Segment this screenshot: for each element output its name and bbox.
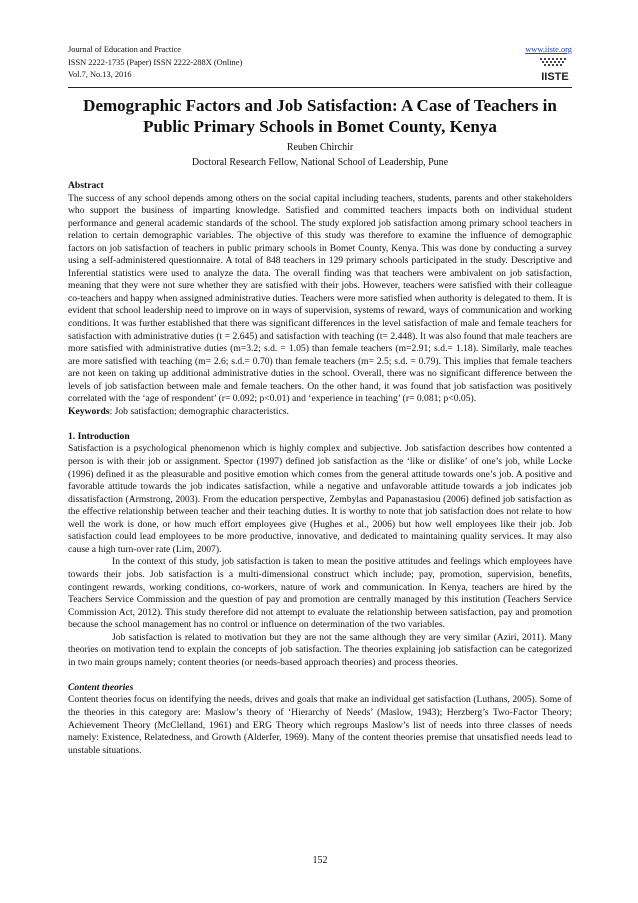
journal-url-link[interactable]: www.iiste.org [525,45,572,54]
content-theories-text: Content theories focus on identifying the needs, drives and goals that make an individual get satisfaction (Luthans, 2005). Some of the theories in this category are: Maslow’s theory of ‘Hierarchy of Needs’ (Maslow, 1943); Herzberg’s Two-Factor Theory; Achievement Theory (McClelland, 1961) and ERG Theory which regroups Maslow’s list of needs into three classes of needs namely: Existence, Relatedness, and Growth (Alderfer, 1969). Many of the content theories premise that unsatisfied needs lead to unstable situations. [68,694,572,756]
author-affiliation: Doctoral Research Fellow, National School of Leadership, Pune [191,157,449,168]
keywords-label: Keywords [68,405,110,417]
intro-paragraph-1: Satisfaction is a psychological phenomenon which is highly complex and subjective. Job satisfaction describes how contented a person is with their job or assignment. Spector (1997) defined job satisfaction as the ‘like or dislike’ of one’s job, while Locke (1996) defined it as the pleasurable and positive emotion which comes from the general attitude towards one’s job. A positive and favorable attitude towards the job indicates satisfaction, while a negative and unfavorable attitude towards a job indicates job dissatisfaction (Armstrong, 2003). From the education perspective, Zembylas and Papanastasiou (2006) defined job satisfaction as the effective relationship between teacher and their teaching duties. It is worthy to note that job satisfaction does not relate to how well the work is done, or how much effort employees give (Hughes et al., 2006) but how well employees like their job. Job satisfaction could lead employees to be more productive, innovative, and dedicated to maintaining quality services. It may also cause a high turn-over rate (Lim, 2007). [68,443,572,555]
content-theories-heading: Content theories [68,681,134,693]
journal-name: Journal of Education and Practice [68,45,182,54]
journal-header [68,44,572,82]
header-rule [68,87,572,88]
journal-volume: Vol.7, No.13, 2016 [68,70,132,80]
keywords-line [68,406,572,419]
abstract-text: The success of any school depends among others on the social capital including teachers, students, parents and other stakeholders who support the business of imparting knowledge. Satisfied and committed teachers impacts both on individual student performance and general academic standards of the school. The study explored job satisfaction among primary school teachers in relation to certain demographic variables. The objective of this study was therefore to examine the influence of demographic factors on job satisfaction of teachers in public primary schools in Bomet County, Kenya. This was done by conducting a survey using a self-administered questionnaire. A total of 848 teachers in 129 primary schools participated in the study. Descriptive and Inferential statistics were used to analyze the data. The overall finding was that teachers were ambivalent on job satisfaction, meaning that they were not sure whether they are satisfied with their jobs. However, teachers were satisfied with their colleague co-teachers and happy when assigned administrative duties. Teachers were more satisfied when authority is delegated to them. It is evident that school leadership need to improve on in ways of supervision, systems of reward, ways of communication and working conditions. It was further established that there was significant differences in the level satisfaction of male and female teachers for satisfaction with administrative duties (t = 2.645) and satisfaction with teaching (t= 2.448). It was also found that male teachers are more satisfied with administrative duties (m=3.2; s.d. = 1.05) than female teachers (m=2.91; s.d.= 1.18). Similarly, male teaches are more satisfied with teaching (m= 2.6; s.d.= 0.70) than female teachers (m= 2.5; s.d. = 0.79). This implies that female teachers are not keen on taking up additional administrative duties in the school. Overall, there was no significant difference between the levels of job satisfaction between male and female teachers. On the other hand, it was found that job satisfaction was positively correlated with the ‘age of respondent’ (r= 0.092; p<0.01) and ‘experience in teaching’ (r= 0.081; p<0.05). [68,192,572,405]
author-name: Reuben Chirchir [286,142,354,153]
introduction-heading: 1. Introduction [68,430,130,442]
page-number: 152 [312,855,328,866]
paper-title: Demographic Factors and Job Satisfaction: A Case of Teachers in Public Primary Schools in Bomet County, Kenya [83,96,557,136]
keywords-text: : Job satisfaction; demographic characteristics. [109,405,289,417]
paper-body [68,180,572,757]
intro-paragraph-2: In the context of this study, job satisfaction is taken to mean the positive attitudes and feelings which employees have towards their jobs. Job satisfaction is a multi-dimensional construct which include; pay, promotion, supervision, benefits, contingent rewards, working conditions, co-workers, nature of work and communication. In Kenya, teachers are hired by the Teachers Service Commission and the question of pay and promotion are centrally managed by this institution (Teachers Service Commission Act, 2012). This study therefore did not attempt to evaluate the relationship between satisfaction, pay and promotion because the school management has no control or influence on determination of the two variables. [68,556,572,631]
intro-paragraph-3: Job satisfaction is related to motivation but they are not the same although they are very similar (Aziri, 2011). Many theories on motivation tend to explain the concepts of job satisfaction. The theories explaining job satisfaction can be categorized in two main groups namely; content theories (or needs-based approach theories) and process theories. [68,631,572,668]
abstract-heading: Abstract [68,180,104,191]
iiste-logo [537,57,573,84]
journal-issn: ISSN 2222-1735 (Paper) ISSN 2222-288X (Online) [68,57,243,67]
logo-wordmark: IISTE [541,71,569,83]
